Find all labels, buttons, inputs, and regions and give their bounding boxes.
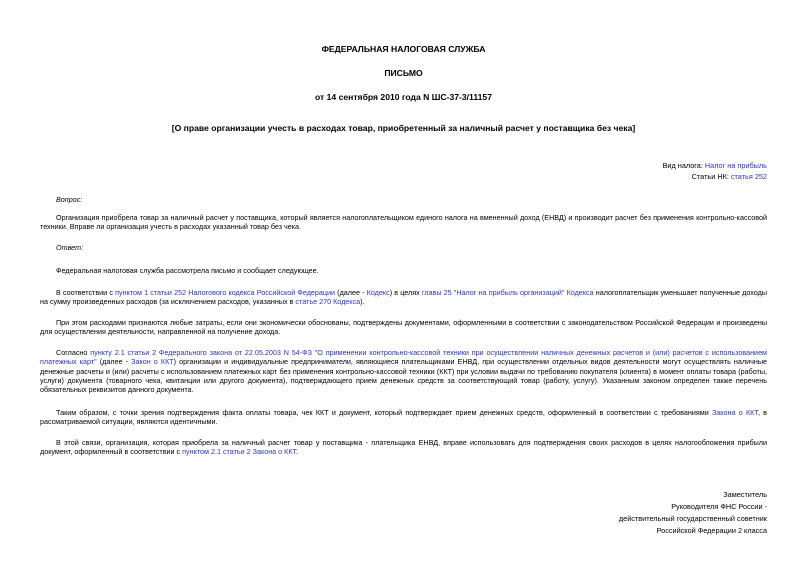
p2-link-nk-252[interactable]: пунктом 1 статьи 252 Налогового кодекса Российской Федерации xyxy=(115,288,336,297)
question-label: Вопрос: xyxy=(56,195,83,204)
p5-link-zakon-kkt[interactable]: Закона о ККТ xyxy=(711,408,758,417)
p2-text-3: ) в целях xyxy=(389,288,422,297)
answer-label: Ответ: xyxy=(56,243,84,252)
answer-paragraph-1: Федеральная налоговая служба рассмотрела письмо и сообщает следующее. xyxy=(56,266,319,275)
p5-text-2: , в рассматриваемой ситуации, являются идентичными. xyxy=(40,408,767,427)
answer-paragraph-2 xyxy=(40,288,767,307)
doc-date-heading: от 14 сентября 2010 года N ШС-37-3/11157 xyxy=(315,92,492,102)
p4-link-zakon-kkt[interactable]: Закон о ККТ xyxy=(131,357,174,367)
p2-text-1: В соответствии с xyxy=(56,288,116,297)
tax-type-label: Вид налога: xyxy=(662,161,705,170)
p2-link-glava-25[interactable]: главы 25 "Налог на прибыль организаций" Кодекса xyxy=(421,288,594,297)
doc-type-heading: ПИСЬМО xyxy=(384,68,423,78)
nk-articles-line xyxy=(692,172,767,181)
signature-line-4: Российской Федерации 2 класса xyxy=(656,526,767,535)
p4-text-3: ) организации и индивидуальные предприниматели, являющиеся плательщиками ЕНВД, при осуществлении отдельных видов деятельности могут осуществлять наличные денежные расчеты и (или) расчеты с использованием платежных карт без применения контрольно-кассовой техники (ККТ) при условии выдачи по требованию покупателя (клиента) в момент оплаты товара (работы, услуги) документа (товарного чека, квитанции или другого документа), подтверждающего прием денежных средств за соответствующий товар (работу, услугу). Указанным законом определен также перечень обязательных реквизитов данного документа. xyxy=(40,357,767,395)
signature-line-1: Заместитель xyxy=(723,490,767,499)
p4-text-2: (далее - xyxy=(96,357,132,367)
p4-link-law-54fz[interactable]: пункту 2.1 статьи 2 Федерального закона от 22.05.2003 N 54-ФЗ "О применении контрольно-кассовой техники при осуществлении наличных денежных расчетов и (или) расчетов с использованием платежных карт" xyxy=(40,348,768,367)
tax-type-link[interactable]: Налог на прибыль xyxy=(704,161,767,170)
p2-link-article-270[interactable]: статье 270 Кодекса xyxy=(295,297,361,307)
answer-paragraph-5 xyxy=(40,408,767,427)
p2-link-kodeks[interactable]: Кодекс xyxy=(366,288,390,297)
nk-articles-link[interactable]: статья 252 xyxy=(730,172,767,181)
p5-text-1: Таким образом, с точки зрения подтверждения факта оплаты товара, чек ККТ и документ, который подтверждает прием денежных средств, оформленный в соответствии с требованиями xyxy=(56,408,712,417)
tax-type-line xyxy=(663,161,767,170)
answer-paragraph-3: При этом расходами признаются любые затраты, если они экономически обоснованы, подтверждены документами, оформленными в соответствии с законодательством Российской Федерации и произведены для осуществления деятельности, направленной на получение дохода. xyxy=(40,318,767,337)
p2-text-2: (далее - xyxy=(335,288,367,297)
p2-text-5: ). xyxy=(360,297,365,307)
answer-paragraph-4 xyxy=(40,348,767,395)
nk-articles-label: Статьи НК: xyxy=(691,172,731,181)
p4-text-1: Согласно xyxy=(56,348,91,357)
p6-text-2: . xyxy=(296,447,299,457)
p2-text-4: налогоплательщик уменьшает полученные доходы на сумму произведенных расходов (за исключением расходов, указанных в xyxy=(40,288,767,307)
doc-title-heading: [О праве организации учесть в расходах товар, приобретенный за наличный расчет у поставщика без чека] xyxy=(171,123,636,133)
signature-line-3: действительный государственный советник xyxy=(618,514,767,523)
p6-link-zakon-kkt-2-1[interactable]: пунктом 2.1 статьи 2 Закона о ККТ xyxy=(182,447,297,457)
question-text: Организация приобрела товар за наличный расчет у поставщика, который является налогоплательщиком единого налога на вмененный доход (ЕНВД) и производит расчет без применения контрольно-кассовой техники. Вправе ли организация учесть в расходах указанный товар без чека. xyxy=(40,213,767,232)
answer-paragraph-6 xyxy=(40,438,767,457)
agency-heading: ФЕДЕРАЛЬНАЯ НАЛОГОВАЯ СЛУЖБА xyxy=(321,44,486,54)
p6-text-1: В этой связи, организация, которая приобрела за наличный расчет товар у поставщика - плательщика ЕНВД, вправе использовать для подтверждения своих расходов в целях налогообложения прибыли документ, оформленный в соответствии с xyxy=(40,438,767,457)
signature-line-2: Руководителя ФНС России - xyxy=(671,502,767,511)
